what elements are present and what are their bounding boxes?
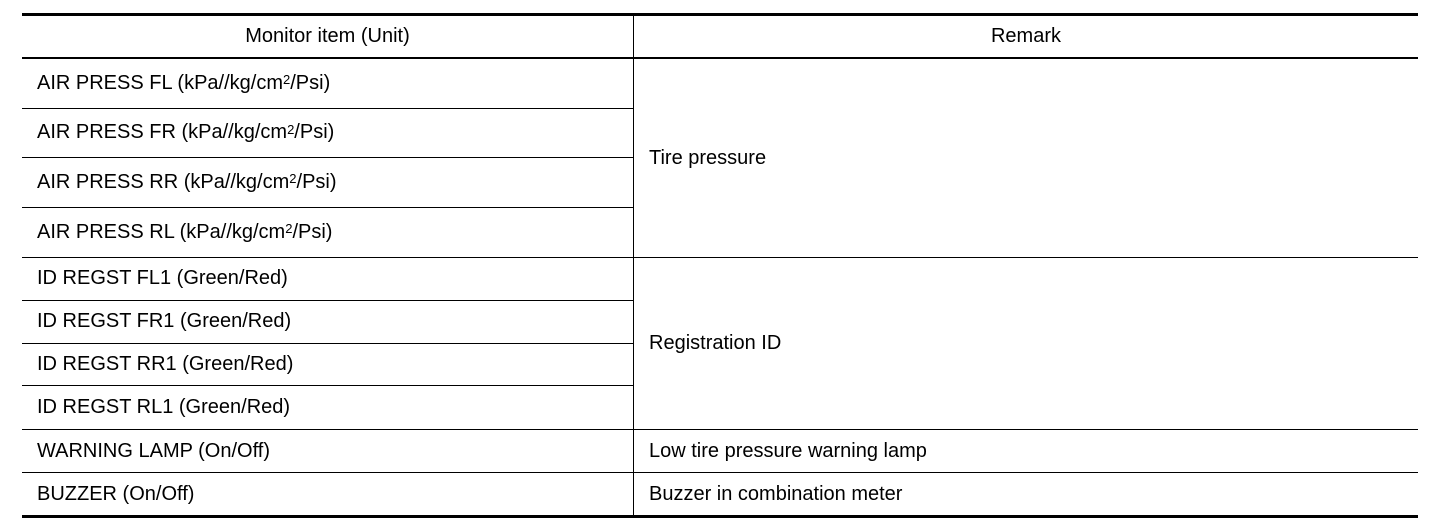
item-label: AIR PRESS FL (kPa//kg/cm xyxy=(37,71,283,94)
table-row: ID REGST FL1 (Green/Red) xyxy=(22,258,633,301)
item-label-suffix: /Psi) xyxy=(296,170,337,193)
item-label-suffix: /Psi) xyxy=(294,121,335,144)
item-label-suffix: /Psi) xyxy=(292,220,333,243)
table-row: AIR PRESS RR (kPa//kg/cm $^2$ /Psi) xyxy=(22,158,633,208)
table-group-tire-pressure xyxy=(22,59,1418,258)
monitor-item-list xyxy=(22,430,633,472)
remark-cell: Registration ID xyxy=(633,258,1418,429)
table-row: ID REGST RL1 (Green/Red) xyxy=(37,396,291,419)
table-row: ID REGST FR1 (Green/Red) xyxy=(22,301,633,344)
item-label: AIR PRESS RL (kPa//kg/cm xyxy=(37,220,286,243)
table-group-buzzer xyxy=(22,473,1418,515)
table-row: AIR PRESS FR (kPa//kg/cm $^2$ /Psi) xyxy=(22,109,633,159)
monitor-item-table xyxy=(22,13,1418,518)
header-remark: Remark xyxy=(633,16,1418,57)
monitor-item-list xyxy=(22,258,633,429)
table-row: AIR PRESS FL (kPa//kg/cm $^2$ /Psi) xyxy=(22,59,633,109)
header-monitor-item: Monitor item (Unit) xyxy=(245,25,410,47)
remark-cell: Low tire pressure warning lamp xyxy=(633,430,1418,472)
table-row: WARNING LAMP (On/Off) xyxy=(37,439,270,462)
table-header-row xyxy=(22,16,1418,59)
monitor-item-list xyxy=(22,59,633,257)
item-label: AIR PRESS FR (kPa//kg/cm xyxy=(37,121,288,144)
table-row: AIR PRESS RL (kPa//kg/cm $^2$ /Psi) xyxy=(37,220,333,243)
table-row: ID REGST RR1 (Green/Red) xyxy=(22,344,633,387)
table-group-registration-id xyxy=(22,258,1418,430)
table-group-warning-lamp xyxy=(22,430,1418,473)
remark-cell: Buzzer in combination meter xyxy=(633,473,1418,515)
item-label: AIR PRESS RR (kPa//kg/cm xyxy=(37,170,290,193)
monitor-item-list xyxy=(22,473,633,515)
item-label-suffix: /Psi) xyxy=(290,71,331,94)
remark-cell: Tire pressure xyxy=(633,59,1418,257)
table-row: BUZZER (On/Off) xyxy=(37,482,195,505)
